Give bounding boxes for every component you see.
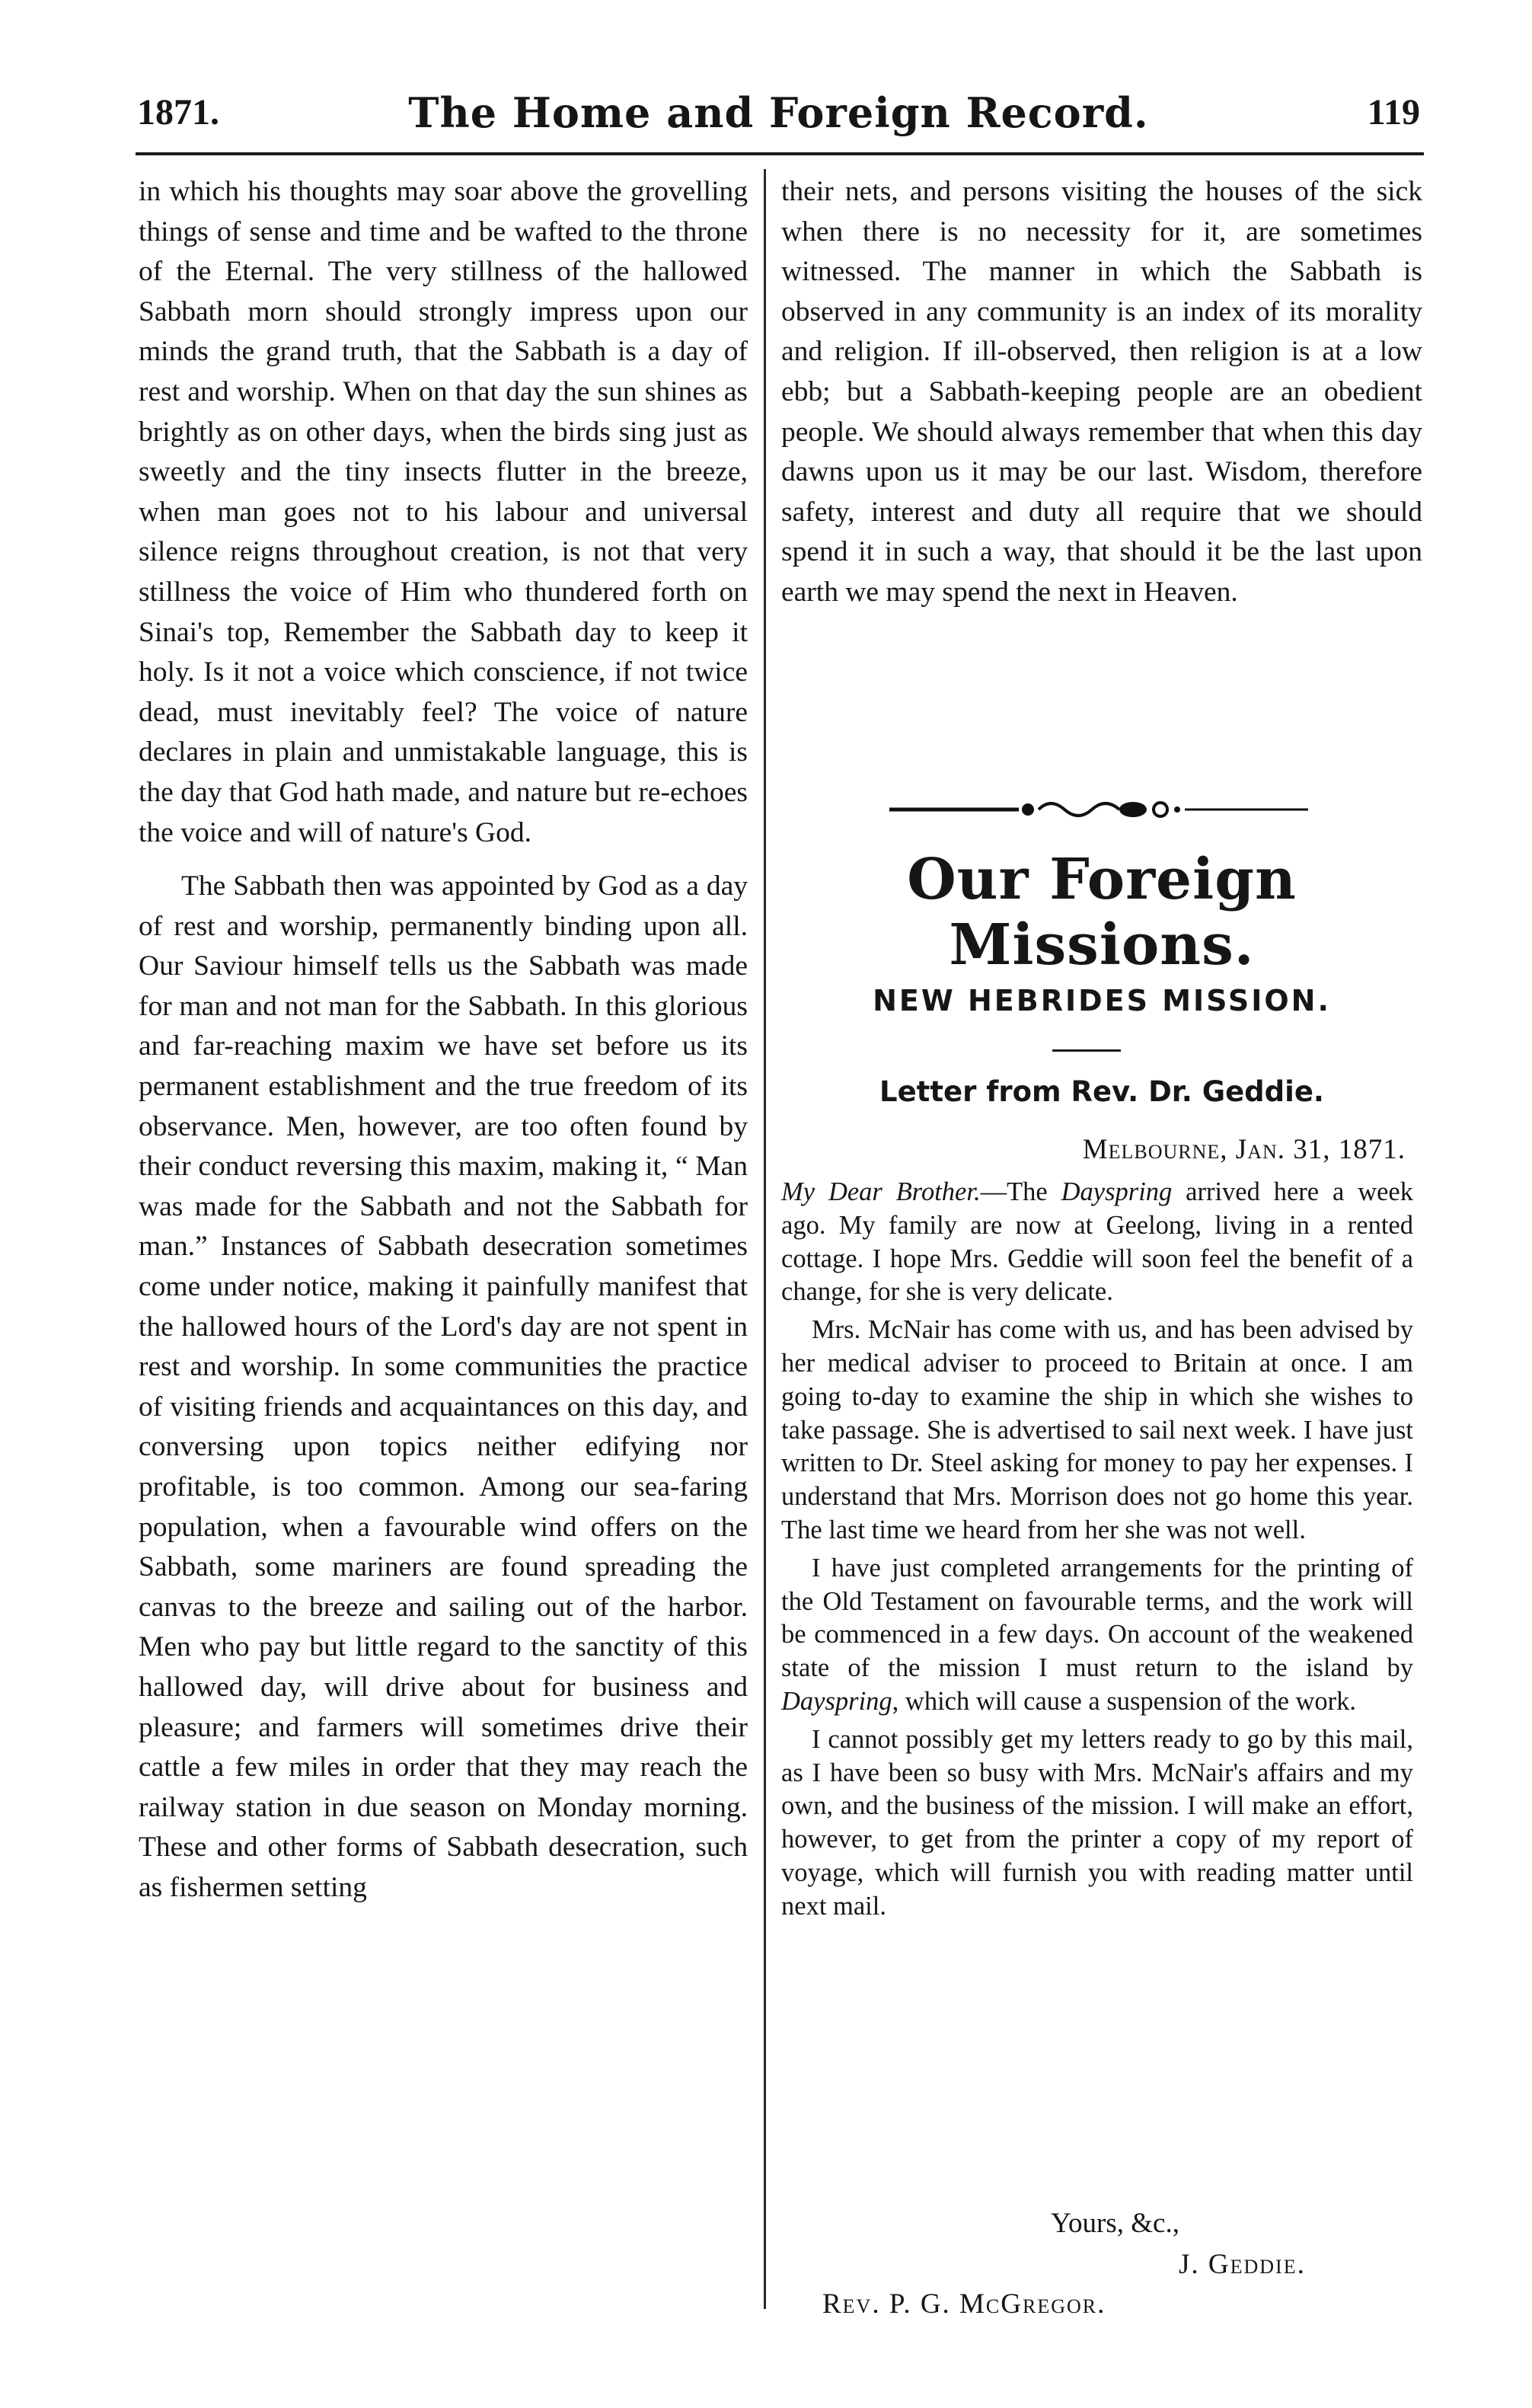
letter-text: —The	[980, 1177, 1061, 1206]
section-title: Our Foreign Missions.	[907, 847, 1297, 978]
salutation: My Dear Brother.	[781, 1177, 981, 1206]
letter-paragraph	[781, 1176, 1413, 1309]
article-paragraph: in which his thoughts may soar above the grovelling things of sense and time and be wafted to the throne of the Eternal. The very stillness of the hallowed Sabbath morn should strongly impress upon our minds the grand truth, that the Sabbath is a day of rest and worship. When on that day the sun shines as brightly as on other days, when the birds sing just as sweetly and the tiny insects flutter in the breeze, when man goes not to his labour and universal silence reigns throughout creation, is not that very stillness the voice of Him who thundered forth on Sinai's top, Remember the Sabbath day to keep it holy. Is it not a voice which conscience, if not twice dead, must inevitably feel? The voice of nature declares in plain and unmistakable language, this is the day that God hath made, and nature but re-echoes the voice and will of nature's God.	[139, 176, 748, 848]
page-header	[137, 88, 1420, 148]
letter-dateline: Melbourne, Jan. 31, 1871.	[1082, 1134, 1406, 1165]
header-rule	[136, 152, 1424, 155]
publication-title: The Home and Foreign Record.	[408, 88, 1149, 137]
letter-heading: Letter from Rev. Dr. Geddie.	[879, 1075, 1324, 1108]
article-paragraph: their nets, and persons visiting the houses of the sick when there is no necessity for it, are sometimes witnessed. The manner in which the Sabbath is observed in any community is an index of its morality and religion. If ill-observed, then religion is at a low ebb; but a Sabbath-keeping people are an obedient people. We should always remember that when this day dawns upon us it may be our last. Wisdom, therefore safety, interest and duty all require that we should spend it in such a way, that should it be the last upon earth we may spend the next in Heaven.	[781, 176, 1422, 608]
mission-heading: NEW HEBRIDES MISSION.	[873, 984, 1331, 1017]
short-rule	[1052, 1049, 1121, 1052]
letter-addressee: Rev. P. G. McGregor.	[822, 2288, 1106, 2320]
letter-paragraph: Mrs. McNair has come with us, and has been advised by her medical adviser to proceed to Britain at once. I am going to-day to examine the ship in which she wishes to take passage. She is advertised to sail next week. I have just written to Dr. Steel asking for money to pay her expenses. I understand that Mrs. Morrison does not go home this year. The last time we heard from her she was not well.	[781, 1315, 1413, 1544]
right-column-continuation	[781, 172, 1422, 613]
column-divider	[764, 169, 766, 2309]
letter-text: arrived here a week ago. My family are now at Geelong, living in a rented cottage. I hope Mrs. Geddie will soon feel the benefit of a change, for she is very delicate.	[781, 1177, 1413, 1307]
left-column	[139, 172, 748, 1908]
letter-paragraph	[781, 1552, 1413, 1719]
letter-signature: J. Geddie.	[1179, 2249, 1306, 2280]
letter-body	[781, 1176, 1413, 1928]
page-number: 119	[1367, 92, 1420, 133]
letter-closing: Yours, &c.,	[1051, 2208, 1179, 2239]
ship-name: Dayspring	[1061, 1177, 1173, 1206]
article-paragraph: The Sabbath then was appointed by God as a day of rest and worship, permanently binding upon all. Our Saviour himself tells us the Sabbath was made for man and not man for the Sabbath. In this glorious and far-reaching maxim we have set before us its permanent establishment and the true freedom of its observance. Men, however, are too often found by their conduct reversing this maxim, making it, “ Man was made for the Sabbath and not the Sabbath for man.” Instances of Sabbath desecration sometimes come under notice, making it painfully manifest that the hallowed hours of the Lord's day are not spent in rest and worship. In some communities the practice of visiting friends and acquaintances on this day, and conversing upon topics neither edifying nor profitable, is too common. Among our sea-faring population, when a favourable wind offers on the Sabbath, some mariners are found spreading the canvas to the breeze and sailing out of the harbor. Men who pay but little regard to the sanctity of this hallowed day, will drive about for business and pleasure; and farmers will sometimes drive their cattle a few miles in order that they may reach the railway station in due season on Monday morning. These and other forms of Sabbath desecration, such as fishermen setting	[139, 870, 748, 1903]
letter-paragraph: I cannot possibly get my letters ready to go by this mail, as I have been so busy with Mrs. McNair's affairs and my own, and the business of the mission. I will make an effort, however, to get from the printer a copy of my report of voyage, which will furnish you with reading matter until next mail.	[781, 1724, 1413, 1921]
letter-text: , which will cause a suspension of the work.	[892, 1686, 1357, 1716]
header-year: 1871.	[137, 92, 219, 133]
ornament-divider	[889, 794, 1308, 825]
letter-text: I have just completed arrangements for the printing of the Old Testament on favourable terms, and the work will be commenced in a few days. On account of the weakened state of the mission I must return to the island by	[781, 1553, 1413, 1683]
ship-name: Dayspring	[781, 1686, 892, 1716]
